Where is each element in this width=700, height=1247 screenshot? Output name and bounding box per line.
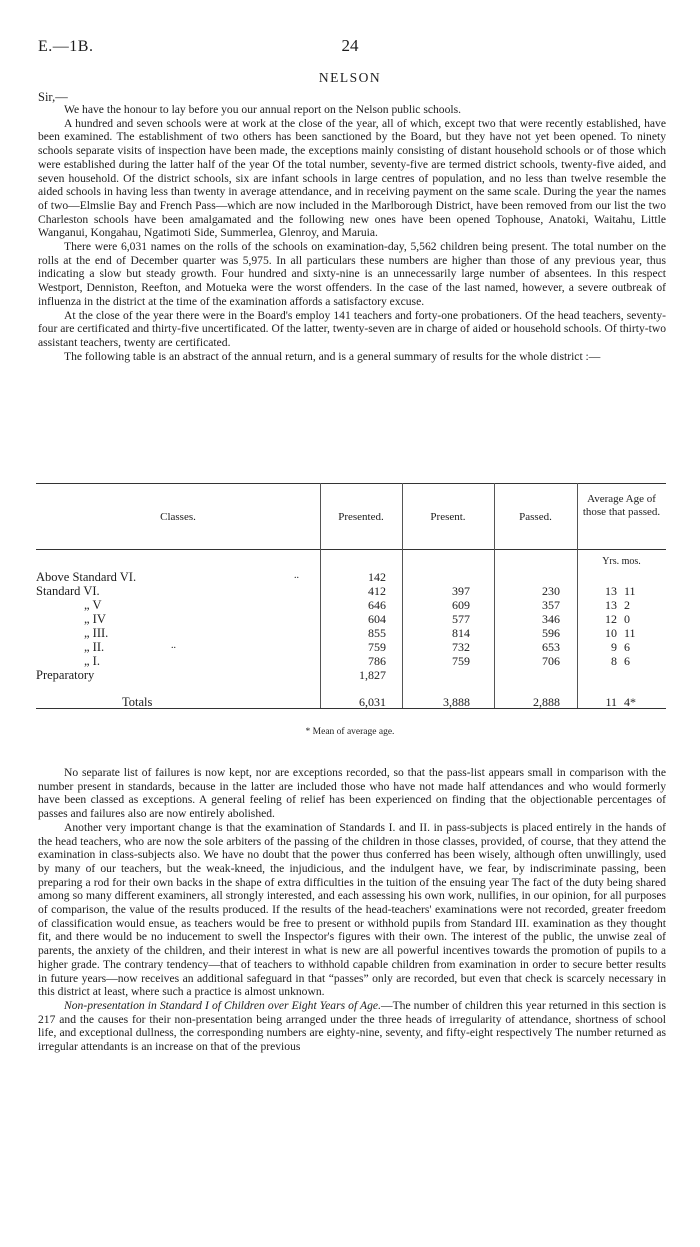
totals-presented: 6,031 [359, 695, 386, 709]
paragraph-text: No separate list of failures is now kept, nor are exceptions recorded, so that the pass-list appears small in comparison with the number present in standards, because in the latter are included those who have not made half attendances and who would formerly have been classed as exceptions. A general feeling of relief has been experienced on finding that the objectionable percentages of passes and failures also are now entirely abolished. [38, 766, 666, 821]
row-label: „ II. [84, 640, 105, 654]
cell-presented: 759 [368, 640, 386, 654]
page-number: 24 [341, 36, 359, 55]
cell-yrs: 9 [611, 640, 617, 654]
totals-passed: 2,888 [533, 695, 560, 709]
salutation: Sir,— [38, 90, 68, 104]
cell-passed: 230 [542, 584, 560, 598]
cell-passed: 653 [542, 640, 560, 654]
cell-presented: 855 [368, 626, 386, 640]
cell-present: 732 [452, 640, 470, 654]
cell-yrs: 12 [605, 612, 617, 626]
cell-passed: 357 [542, 598, 560, 612]
cell-passed: 346 [542, 612, 560, 626]
leader-dots: .. [171, 640, 176, 651]
cell-yrs: 13 [605, 584, 617, 598]
header-passed: Passed. [519, 511, 552, 523]
cell-presented: 142 [368, 570, 386, 584]
paragraph: At the close of the year there were in the Board's employ 141 teachers and forty-one probationers. Of the head teachers, seventy-four are certificated and thirty-five uncertificated. Of the latter, twenty-seven are in charge of aided or household schools. Of thirty-two assistant teachers, twenty are certificated. [38, 308, 666, 349]
cell-presented: 412 [368, 584, 386, 598]
cell-present: 814 [452, 626, 470, 640]
cell-yrs: 10 [605, 626, 617, 640]
cell-mos: 0 [624, 612, 630, 626]
row-label: Preparatory [36, 668, 95, 682]
results-table [36, 483, 666, 725]
cell-passed: 706 [542, 654, 560, 668]
paragraph: The following table is an abstract of the annual return, and is a general summary of results for the whole district :— [64, 349, 601, 363]
cell-passed: 596 [542, 626, 560, 640]
paragraph [38, 766, 666, 821]
table-footnote: * Mean of average age. [305, 727, 395, 737]
series-code: E.—1B. [38, 38, 94, 55]
row-label: „ IV [84, 612, 106, 626]
row-label: „ III. [84, 626, 109, 640]
paragraph [38, 821, 666, 999]
totals-years: 11 [605, 695, 617, 709]
paragraph: We have the honour to lay before you our annual report on the Nelson public schools. [64, 103, 462, 116]
leader-dots: .. [294, 570, 299, 581]
cell-yrs: 13 [605, 598, 617, 612]
cell-present: 577 [452, 612, 470, 626]
cell-present: 759 [452, 654, 470, 668]
header-presented: Presented. [338, 511, 384, 523]
cell-present: 609 [452, 598, 470, 612]
cell-presented: 604 [368, 612, 386, 626]
table-header-rule [36, 549, 666, 550]
row-label: „ I. [84, 654, 100, 668]
cell-mos: 6 [624, 654, 630, 668]
section-title: NELSON [318, 70, 382, 85]
row-label: „ V [84, 598, 102, 612]
cell-presented: 786 [368, 654, 386, 668]
totals-present: 3,888 [443, 695, 470, 709]
cell-mos: 11 [624, 626, 636, 640]
cell-mos: 6 [624, 640, 630, 654]
row-label: Standard VI. [36, 584, 100, 598]
paragraph-lead: Non-presentation in Standard I of Children over Eight Years of Age. [64, 998, 381, 1012]
cell-present: 397 [452, 584, 470, 598]
paragraph [38, 999, 666, 1054]
paragraph-text: —The number of children this year returned in this section is 217 and the causes for their non-presentation being arranged under the three heads of irregularity of attendance, shortness of school life, and exceptional dullness, the corresponding numbers are eighty-nine, seventy, and fifty-eight respectively The number returned as irregular attendants is an increase on that of the previous [38, 998, 667, 1054]
header-average-age: Average Age of those that passed. [582, 493, 661, 518]
paragraph-text: Another very important change is that the examination of Standards I. and II. in pass-subjects is placed entirely in the hands of the head teachers, who are now the sole arbiters of the passing of the children in those classes, provided, of course, that they attend the examination in class-subjects also. We have no doubt that the power thus conferred has been wisely, although often unwillingly, used by many of our teachers, but the weak-kneed, the injudicious, and the indulgent have, we fear, by indiscriminate passing, been preparing a rod for their own backs in the shape of extra difficulties in the tuition of the ensuing year The fact of the duty being shared among so many different examiners, all strongly interested, and each assessing his own work, nullifies, in our opinion, for all purposes of comparison, the value of the results produced. If the results of the head-teachers' examinations were not recorded, greater freedom of classification would ensue, as teachers would be free to present or withhold pupils from Standard III. examination as they thought fit, and there would be no inducement to swell the Inspector's figures with their own. The interest of the public, the unwise zeal of parents, the anxiety of the children, and their interest in what is new are all powerful incentives towards the promotion of pupils to a higher grade. The contrary tendency—that of teachers to withhold capable children from examination in order to secure better results in future years—now receives an additional safeguard in that “passes” only are recorded, but even that check is scarcely necessary in this district at least, where such a practice is almost unknown. [38, 820, 666, 999]
report-intro [38, 103, 666, 363]
cell-presented: 646 [368, 598, 386, 612]
age-units: Yrs. mos. [602, 556, 641, 567]
header-classes: Classes. [160, 511, 196, 523]
cell-mos: 2 [624, 598, 630, 612]
report-continuation [38, 766, 666, 1054]
paragraph: A hundred and seven schools were at work at the close of the year, all of which, except two that were recently established, have been examined. The establishment of two others has been sanctioned by the Board, but they have not yet been opened. To ninety schools separate visits of inspection have been made, the exceptions mainly consisting of distant household schools or of those which were established during the latter half of the year Of the total number, seventy-five are termed district schools, twenty-five aided, and seven household. Of the district schools, six are infant schools in large centres of population, and no less than twelve resemble the aided schools in having less than twenty in average attendance, and in receiving payment on the same scale. During the year the names of two—Elmslie Bay and French Pass—which are now included in the Marlborough District, have been removed from our list the two Charleston schools have been amalgamated and the following new ones have been opened Tophouse, Anatoki, Waitahu, Little Wanganui, Kongahau, Ngatimoti Side, Summerlea, Glenroy, and Maruia. [38, 116, 666, 240]
cell-mos: 11 [624, 584, 636, 598]
totals-label: Totals [122, 695, 153, 709]
cell-presented: 1,827 [359, 668, 386, 682]
table-top-rule [36, 483, 666, 484]
header-present: Present. [430, 511, 466, 523]
row-label: Above Standard VI. [36, 570, 137, 584]
cell-yrs: 8 [611, 654, 617, 668]
totals-months: 4* [624, 695, 636, 709]
paragraph: There were 6,031 names on the rolls of the schools on examination-day, 5,562 children being present. The total number on the rolls at the end of December quarter was 5,975. In all particulars these numbers are higher than those of any previous year, thus indicating a slow but steady growth. Four hundred and sixty-nine is an unnecessarily large number of absentees. In this respect Westport, Denniston, Reefton, and Motueka were the worst offenders. In the case of the last named, however, a severe outbreak of influenza in the district at the time of the examination affords a satisfactory excuse. [38, 240, 666, 308]
